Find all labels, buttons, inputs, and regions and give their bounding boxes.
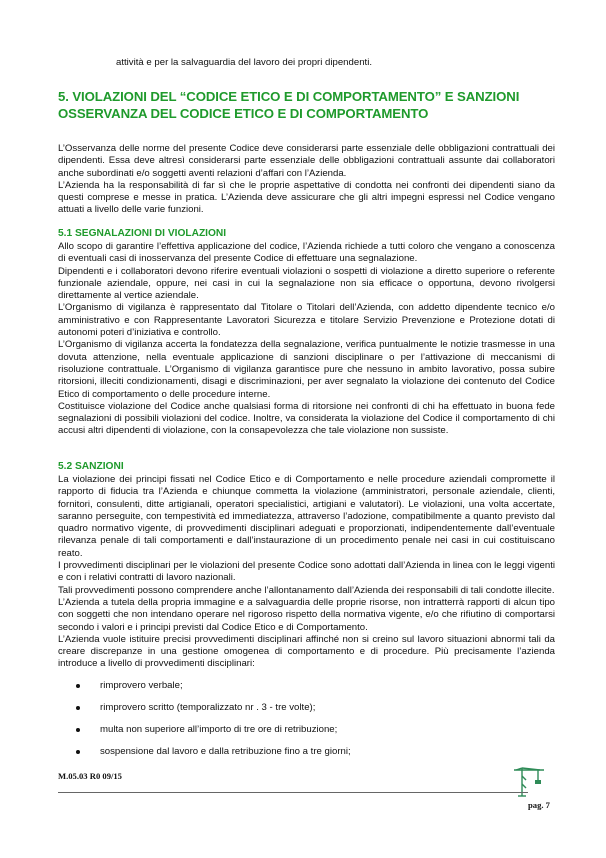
section-5-heading (58, 88, 558, 122)
bullet-icon (76, 728, 80, 732)
section-paragraph: Costituisce violazione del Codice anche qualsiasi forma di ritorsione nei confronti di chi ha effettuato in buona fede segnalazioni di possibili violazioni del codice. Inoltre, va considerata la violazione del Codice il comportamento di chi accusi altri dipendenti di violazione, con la consapevolezza che tale violazione non sussiste. (58, 400, 555, 437)
section-5-2-text (58, 474, 555, 671)
bullet-icon (76, 706, 80, 710)
section-paragraph: Dipendenti e i collaboratori devono riferire eventuali violazioni o sospetti di violazione a diretto superiore o referente funzionale aziendale, oppure, nei casi in cui la segnalazione non sia efficace o opportuna, devono rivolgersi direttamente al vertice aziendale. (58, 265, 555, 302)
section-paragraph: L’Azienda a tutela della propria immagine e a salvaguardia delle proprie risorse, non intratterrà rapporti di alcun tipo con soggetti che non intendano operare nel rigoroso rispetto della normativa vigente, e/o che rifiutino di comportarsi secondo i valori e i principi previsti dal Codice Etico e di Comportamento. (58, 596, 555, 633)
intro-text (58, 143, 555, 217)
page-number: pag. 7 (528, 800, 550, 810)
section-5-heading-line1: 5. VIOLAZIONI DEL “CODICE ETICO E DI COMPORTAMENTO” E SANZIONI (58, 89, 520, 104)
section-5-1-title: 5.1 SEGNALAZIONI DI VIOLAZIONI (58, 228, 227, 239)
section-paragraph: La violazione dei principi fissati nel Codice Etico e di Comportamento e nelle procedure aziendali compromette il rapporto di fiducia tra l’Azienda e chiunque commetta la violazione (amministratori, personale aziendale, clienti, fornitori, consulenti, ditte artigianali, operatori specialistici, artigiani e valutatori). Le violazioni, una volta accertate, saranno perseguite, con tempestività ed immediatezza, attraverso l’adozione, compatibilmente a quanto previsto dal quadro normativo vigente, di provvedimenti disciplinari adeguati e proporzionati, indipendentemente dall’eventuale rilevanza penale di tali comportamenti e dall’instaurazione di un procedimento penale nei casi in cui costituiscano reato. (58, 474, 555, 559)
section-paragraph: Allo scopo di garantire l’effettiva applicazione del codice, l’Azienda richiede a tutti coloro che vengano a conoscenza di eventuali casi di inosservanza del presente Codice di effettuare una segnalazione. (58, 241, 555, 265)
section-paragraph: I provvedimenti disciplinari per le violazioni del presente Codice sono adottati dall’Azienda in linea con le leggi vigenti e con i relativi contratti di lavoro nazionali. (58, 560, 555, 584)
section-5-1-text (58, 241, 555, 438)
section-paragraph: Tali provvedimenti possono comprendere anche l’allontanamento dall’Azienda dei responsabili di tali condotte illecite. (58, 584, 555, 596)
bullet-icon (76, 684, 80, 688)
document-page: attività e per la salvaguardia del lavoro dei propri dipendenti. 5. VIOLAZIONI DEL “CODICE ETICO E DI COMPORTAMENTO” E SANZIONI OSSERVANZA DEL CODICE ETICO E DI COMPORTAMENTO L’Osservanza delle norme del presente Codice deve considerarsi parte essenziale delle obbligazioni contrattuali dei dipendenti. Essa deve altresì considerarsi parte essenziale delle obbligazioni contrattuali assunte dai collaboratori anche subordinati e/o soggetti aventi relazioni d’affari con l’Azienda. L’Azienda ha la responsabilità di far sì che le proprie aspettative di condotta nei confronti dei dipendenti siano da questi comprese e messe in pratica. L’Azienda deve assicurare che gli altri impegni espressi nel Codice vengano attuati a livello delle varie funzioni. 5.1 SEGNALAZIONI DI VIOLAZIONI Allo scopo di garantire l’effettiva applicazione del codice, l’Azienda richiede a tutti coloro che vengano a conoscenza di eventuali casi di inosservanza del presente Codice di effettuare una segnalazione. Dipendenti e i collaboratori devono riferire eventuali violazioni o sospetti di violazione a diretto superiore o referente funzionale aziendale, oppure, nei casi in cui la segnalazione non sia efficace o opportuna, devono rivolgersi direttamente al vertice aziendale. L’Organismo di vigilanza è rappresentato dal Titolare o Titolari dell’Azienda, con addetto dipendente tecnico e/o amministrativo e con Rappresentante Lavoratori Sicurezza e titolare Servizio Prevenzione e Protezione dotati di autonomi poteri d’iniziativa e controllo. L’Organismo di vigilanza accerta la fondatezza della segnalazione, verifica puntualmente le notizie trasmesse in una dovuta attenzione, nella eventuale applicazione di sanzioni disciplinare o per l’attivazione di meccanismi di risoluzione contrattuale. L’Organismo di vigilanza garantisce pure che nessuno in ambito lavorativo, possa subire ritorsioni, illeciti condizionamenti, disagi e discriminazioni, per aver segnalato la violazione dei contenuto del Codice Etico di comportamento o delle procedure interne. Costituisce violazione del Codice anche qualsiasi forma di ritorsione nei confronti di chi ha effettuato in buona fede segnalazioni di possibili violazioni del codice. Inoltre, va considerata la violazione del Codice il comportamento di chi accusi altri dipendenti di violazione, con la consapevolezza che tale violazione non sussiste. 5.2 SANZIONI La violazione dei principi fissati nel Codice Etico e di Comportamento e nelle procedure aziendali compromette il rapporto di fiducia tra l’Azienda e chiunque commetta la violazione (amministratori, personale aziendale, clienti, fornitori, consulenti, ditte artigianali, operatori specialistici, artigiani e valutatori). Le violazioni, una volta accertate, saranno perseguite, con tempestività ed immediatezza, attraverso l’adozione, compatibilmente a quanto previsto dal quadro normativo vigente, di provvedimenti disciplinari adeguati e proporzionati, indipendentemente dall’eventuale rilevanza penale di tali comportamenti e dall’instaurazione di un procedimento penale nei casi in cui costituiscano reato. I provvedimenti disciplinari per le violazioni del presente Codice sono adottati dall’Azienda in linea con le leggi vigenti e con i relativi contratti di lavoro nazionali. Tali provvedimenti possono comprendere anche l’allontanamento dall’Azienda dei responsabili di tali condotte illecite. L’Azienda a tutela della propria immagine e a salvaguardia delle proprie risorse, non intratterrà rapporti di alcun tipo con soggetti che non intendano operare nel rigoroso rispetto della normativa vigente, e/o che rifiutino di comportarsi secondo i valori e i principi previsti dal Codice Etico e di Comportamento. L’Azienda vuole istituire precisi provvedimenti disciplinari affinché non si creino sul lavoro situazioni abnormi tali da creare discrepanze in una gestione omogenea di comportamento e di procedure. Più precisamente l’azienda introduce a livello di provvedimenti disciplinari: rimprovero verbale; rimprovero scritto (temporalizzato nr . 3 - tre volte); multa non superiore all’importo di tre ore di retribuzione; sospensione dal lavoro e dalla retribuzione fino a tre giorni; M.05.03 R0 09/15 pag. 7 (0, 0, 606, 858)
section-5-heading-line2: OSSERVANZA DEL CODICE ETICO E DI COMPORTAMENTO (58, 106, 429, 121)
bullet-icon (76, 750, 80, 754)
intro-paragraph: L’Osservanza delle norme del presente Codice deve considerarsi parte essenziale delle obbligazioni contrattuali dei dipendenti. Essa deve altresì considerarsi parte essenziale delle obbligazioni contrattuali assunte dai collaboratori anche subordinati e/o soggetti aventi relazioni d’affari con l’Azienda. (58, 143, 555, 179)
section-paragraph: L’Organismo di vigilanza è rappresentato dal Titolare o Titolari dell’Azienda, con addetto dipendente tecnico e/o amministrativo e con Rappresentante Lavoratori Sicurezza e titolare Servizio Prevenzione e Protezione dotati di autonomi poteri d’iniziativa e controllo. (58, 302, 555, 339)
document-code: M.05.03 R0 09/15 (58, 771, 122, 781)
footer-divider (58, 792, 528, 793)
section-paragraph: L’Azienda vuole istituire precisi provvedimenti disciplinari affinché non si creino sul lavoro situazioni abnormi tali da creare discrepanze in una gestione omogenea di comportamento e di procedure. Più precisamente l’azienda introduce a livello di provvedimenti disciplinari: (58, 633, 555, 670)
intro-paragraph: L’Azienda ha la responsabilità di far sì che le proprie aspettative di condotta nei confronti dei dipendenti siano da questi comprese e messe in pratica. L’Azienda deve assicurare che gli altri impegni espressi nel Codice vengano attuati a livello delle varie funzioni. (58, 179, 555, 216)
section-5-2-title: 5.2 SANZIONI (58, 461, 124, 472)
section-paragraph: L’Organismo di vigilanza accerta la fondatezza della segnalazione, verifica puntualmente le notizie trasmesse in una dovuta attenzione, nella eventuale applicazione di sanzioni disciplinare o per l’attivazione di meccanismi di risoluzione contrattuale. L’Organismo di vigilanza garantisce pure che nessuno in ambito lavorativo, possa subire ritorsioni, illeciti condizionamenti, disagi e discriminazioni, per aver segnalato la violazione dei contenuto del Codice Etico di comportamento o delle procedure interne. (58, 339, 555, 400)
carryover-text: attività e per la salvaguardia del lavoro dei propri dipendenti. (116, 57, 372, 68)
